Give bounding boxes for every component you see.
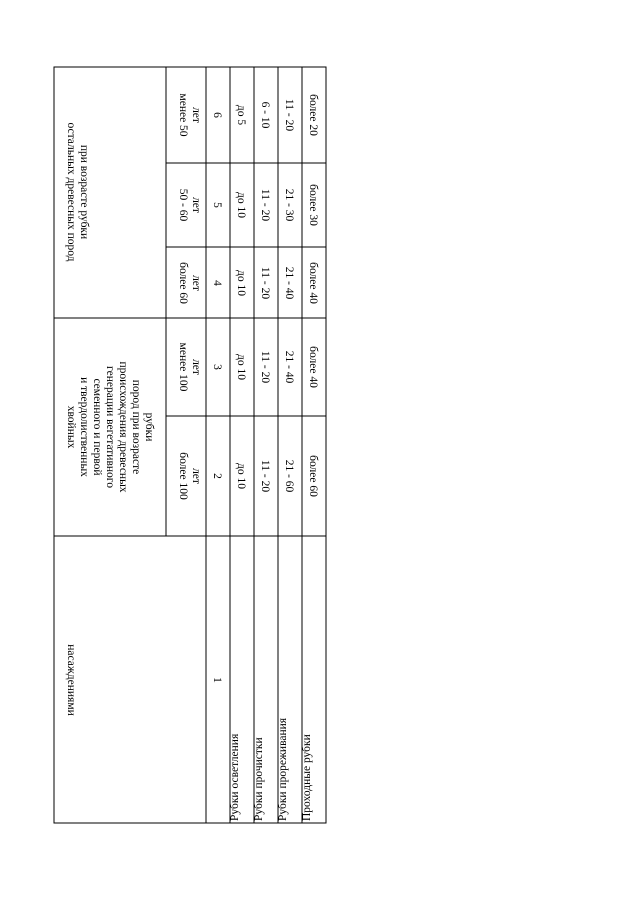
header-group-conifer-line: хвойных: [65, 405, 77, 449]
cell-value: до 5: [235, 104, 247, 126]
cell-value: до 10: [235, 270, 247, 296]
age-header: лет: [190, 275, 202, 291]
cell-value: 11 - 20: [259, 459, 271, 493]
cell-value: более 30: [307, 184, 319, 226]
header-group-other-line: при возрасте рубки: [78, 144, 90, 240]
cell-value: 21 - 40: [283, 266, 295, 300]
row-label: Проходные рубки: [301, 734, 313, 821]
age-header: более 100: [177, 452, 189, 500]
header-group-conifer-line: генерации вегетативного: [104, 366, 116, 488]
age-header: лет: [190, 107, 202, 123]
column-number: 4: [211, 280, 223, 286]
cell-value: более 60: [307, 455, 319, 497]
header-group-conifer-line: пород при возрасте: [130, 379, 142, 475]
column-number: 6: [211, 112, 223, 118]
header-group-other-line: остальных древесных пород: [65, 122, 77, 262]
cell-value: 21 - 60: [283, 459, 295, 493]
cell-value: 11 - 20: [259, 188, 271, 222]
cell-value: более 20: [307, 94, 319, 136]
header-group-conifer-line: семенного и первой: [91, 378, 103, 476]
cell-value: более 40: [307, 346, 319, 388]
cell-value: 21 - 40: [283, 350, 295, 384]
cell-value: 11 - 20: [283, 98, 295, 132]
cell-value: 6 - 10: [259, 101, 271, 129]
cell-value: до 10: [235, 354, 247, 380]
column-number: 5: [211, 202, 223, 208]
header-group-conifer-line: происхождения древесных: [117, 361, 129, 493]
cell-value: 21 - 30: [283, 188, 295, 222]
cell-value: до 10: [235, 463, 247, 489]
row-label: Рубки осветления: [229, 733, 241, 821]
age-header: лет: [190, 468, 202, 484]
age-header: более 60: [177, 262, 189, 304]
age-header: 50 - 60: [177, 188, 189, 222]
cell-value: более 40: [307, 262, 319, 304]
row-label: Рубки прореживания: [277, 717, 289, 821]
age-header: лет: [190, 359, 202, 375]
column-number: 1: [211, 677, 223, 683]
column-number: 3: [211, 364, 223, 370]
header-group-conifer-line: и твердолиственных: [78, 377, 90, 477]
age-header: менее 50: [177, 93, 189, 137]
row-label: Рубки прочистки: [253, 737, 265, 821]
age-header: менее 100: [177, 342, 189, 392]
cell-value: 11 - 20: [259, 350, 271, 384]
cell-value: 11 - 20: [259, 266, 271, 300]
header-col1-title: насаждениями: [65, 644, 77, 716]
cell-value: до 10: [235, 192, 247, 218]
header-group-conifer-line: рубки: [143, 412, 155, 442]
column-number: 2: [211, 473, 223, 479]
age-header: лет: [190, 197, 202, 213]
